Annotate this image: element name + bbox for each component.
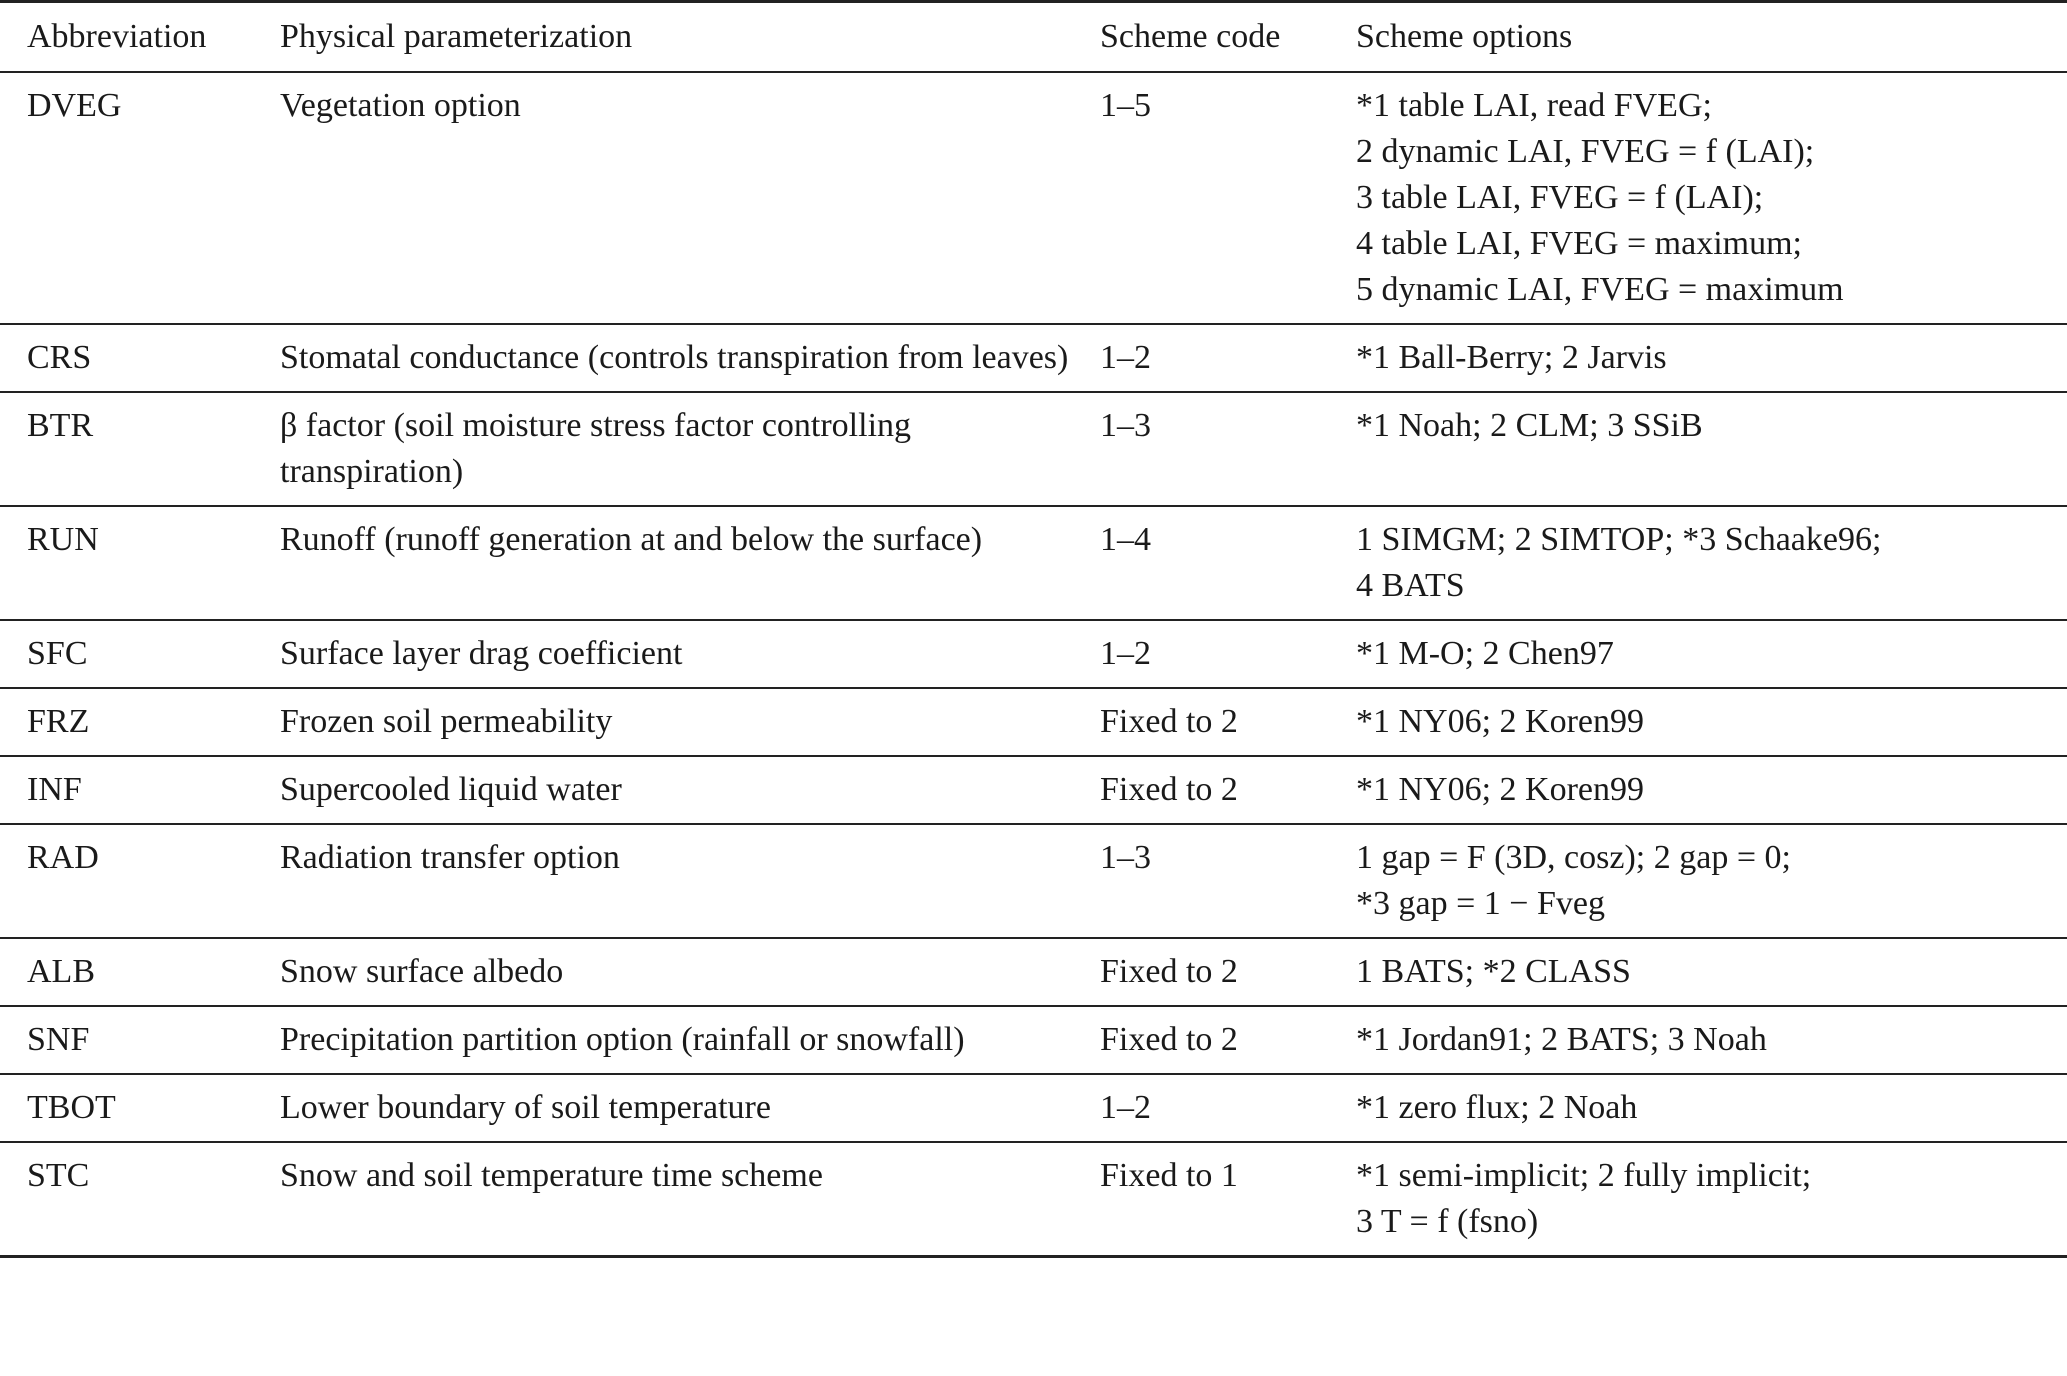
cell-scheme-options [1329, 1074, 2067, 1142]
cell-scheme-code: 1–3 [1073, 392, 1329, 506]
scheme-option-line: *3 gap = 1 − Fveg [1356, 885, 1605, 922]
cell-scheme-options [1329, 938, 2067, 1006]
cell-physical-parameterization [253, 688, 1073, 756]
scheme-option-line: 1 gap = F (3D, cosz); 2 gap = 0; [1356, 839, 1791, 876]
scheme-option-line: *1 Noah; 2 CLM; 3 SSiB [1356, 407, 1703, 444]
cell-scheme-code: Fixed to 2 [1073, 688, 1329, 756]
cell-scheme-code: Fixed to 1 [1073, 1142, 1329, 1257]
scheme-option-line: 5 dynamic LAI, FVEG = maximum [1356, 271, 1844, 308]
table-row [0, 938, 2067, 1006]
table-row [0, 756, 2067, 824]
table-row [0, 824, 2067, 938]
cell-physical-parameterization [253, 324, 1073, 392]
table-row [0, 72, 2067, 324]
cell-physical-parameterization [253, 392, 1073, 506]
parameterization-text: Lower boundary of soil temperature [280, 1089, 771, 1126]
table-body [0, 72, 2067, 1257]
scheme-option-line: 3 table LAI, FVEG = f (LAI); [1356, 179, 1764, 216]
header-row [0, 2, 2067, 73]
cell-scheme-code: 1–2 [1073, 1074, 1329, 1142]
cell-abbreviation: BTR [0, 392, 253, 506]
scheme-option-line: *1 Jordan91; 2 BATS; 3 Noah [1356, 1021, 1767, 1058]
scheme-option-line: 3 T = f (fsno) [1356, 1203, 1539, 1240]
cell-abbreviation: TBOT [0, 1074, 253, 1142]
cell-scheme-code: 1–5 [1073, 72, 1329, 324]
parameterization-text: Precipitation partition option (rainfall or snowfall) [280, 1021, 965, 1058]
cell-scheme-code: 1–4 [1073, 506, 1329, 620]
scheme-option-line: *1 zero flux; 2 Noah [1356, 1089, 1638, 1126]
cell-scheme-code: Fixed to 2 [1073, 938, 1329, 1006]
table-row [0, 1074, 2067, 1142]
cell-physical-parameterization [253, 1006, 1073, 1074]
cell-abbreviation: FRZ [0, 688, 253, 756]
scheme-option-line: 1 BATS; *2 CLASS [1356, 953, 1631, 990]
scheme-option-line: *1 NY06; 2 Koren99 [1356, 771, 1645, 808]
scheme-option-line: *1 NY06; 2 Koren99 [1356, 703, 1645, 740]
cell-scheme-options [1329, 824, 2067, 938]
scheme-option-line: *1 M-O; 2 Chen97 [1356, 635, 1614, 672]
scheme-option-line: *1 table LAI, read FVEG; [1356, 87, 1712, 124]
parameterization-text: Frozen soil permeability [280, 703, 613, 740]
cell-abbreviation: ALB [0, 938, 253, 1006]
cell-scheme-code: Fixed to 2 [1073, 1006, 1329, 1074]
parameterization-text: Snow and soil temperature time scheme [280, 1157, 823, 1194]
cell-physical-parameterization [253, 72, 1073, 324]
parameterization-text: Snow surface albedo [280, 953, 564, 990]
scheme-option-line: 2 dynamic LAI, FVEG = f (LAI); [1356, 133, 1815, 170]
parameterization-text: β factor (soil moisture stress factor controlling transpiration) [280, 407, 912, 490]
cell-physical-parameterization [253, 506, 1073, 620]
table-row [0, 392, 2067, 506]
cell-scheme-options [1329, 1142, 2067, 1257]
cell-scheme-options [1329, 620, 2067, 688]
header-abbreviation: Abbreviation [0, 2, 253, 73]
table-row [0, 1142, 2067, 1257]
cell-abbreviation: CRS [0, 324, 253, 392]
cell-physical-parameterization [253, 756, 1073, 824]
cell-scheme-options [1329, 688, 2067, 756]
header-physical-parameterization: Physical parameterization [253, 2, 1073, 73]
cell-scheme-options [1329, 506, 2067, 620]
table-header [0, 2, 2067, 73]
cell-scheme-options [1329, 1006, 2067, 1074]
cell-scheme-code: 1–2 [1073, 620, 1329, 688]
cell-abbreviation: SNF [0, 1006, 253, 1074]
cell-abbreviation: INF [0, 756, 253, 824]
cell-scheme-options [1329, 72, 2067, 324]
cell-abbreviation: RUN [0, 506, 253, 620]
scheme-option-line: 4 table LAI, FVEG = maximum; [1356, 225, 1803, 262]
header-scheme-options: Scheme options [1329, 2, 2067, 73]
table-row [0, 620, 2067, 688]
scheme-option-line: *1 Ball-Berry; 2 Jarvis [1356, 339, 1667, 376]
table-row [0, 506, 2067, 620]
cell-abbreviation: STC [0, 1142, 253, 1257]
cell-scheme-code: Fixed to 2 [1073, 756, 1329, 824]
parameterization-text: Supercooled liquid water [280, 771, 622, 808]
cell-physical-parameterization [253, 1074, 1073, 1142]
header-scheme-code: Scheme code [1073, 2, 1329, 73]
scheme-option-line: *1 semi-implicit; 2 fully implicit; [1356, 1157, 1812, 1194]
table-row [0, 688, 2067, 756]
cell-scheme-options [1329, 756, 2067, 824]
parameterization-text: Stomatal conductance (controls transpiration from leaves) [280, 339, 1069, 376]
scheme-option-line: 1 SIMGM; 2 SIMTOP; *3 Schaake96; [1356, 521, 1882, 558]
cell-physical-parameterization [253, 938, 1073, 1006]
cell-physical-parameterization [253, 1142, 1073, 1257]
cell-scheme-code: 1–2 [1073, 324, 1329, 392]
cell-scheme-options [1329, 392, 2067, 506]
cell-abbreviation: SFC [0, 620, 253, 688]
cell-scheme-code: 1–3 [1073, 824, 1329, 938]
parameterization-text: Runoff (runoff generation at and below the surface) [280, 521, 983, 558]
parameterization-text: Surface layer drag coefficient [280, 635, 683, 672]
cell-scheme-options [1329, 324, 2067, 392]
cell-physical-parameterization [253, 620, 1073, 688]
cell-physical-parameterization [253, 824, 1073, 938]
table-row [0, 324, 2067, 392]
table-row [0, 1006, 2067, 1074]
parameterization-text: Vegetation option [280, 87, 521, 124]
scheme-option-line: 4 BATS [1356, 567, 1465, 604]
cell-abbreviation: DVEG [0, 72, 253, 324]
parameterization-text: Radiation transfer option [280, 839, 620, 876]
cell-abbreviation: RAD [0, 824, 253, 938]
